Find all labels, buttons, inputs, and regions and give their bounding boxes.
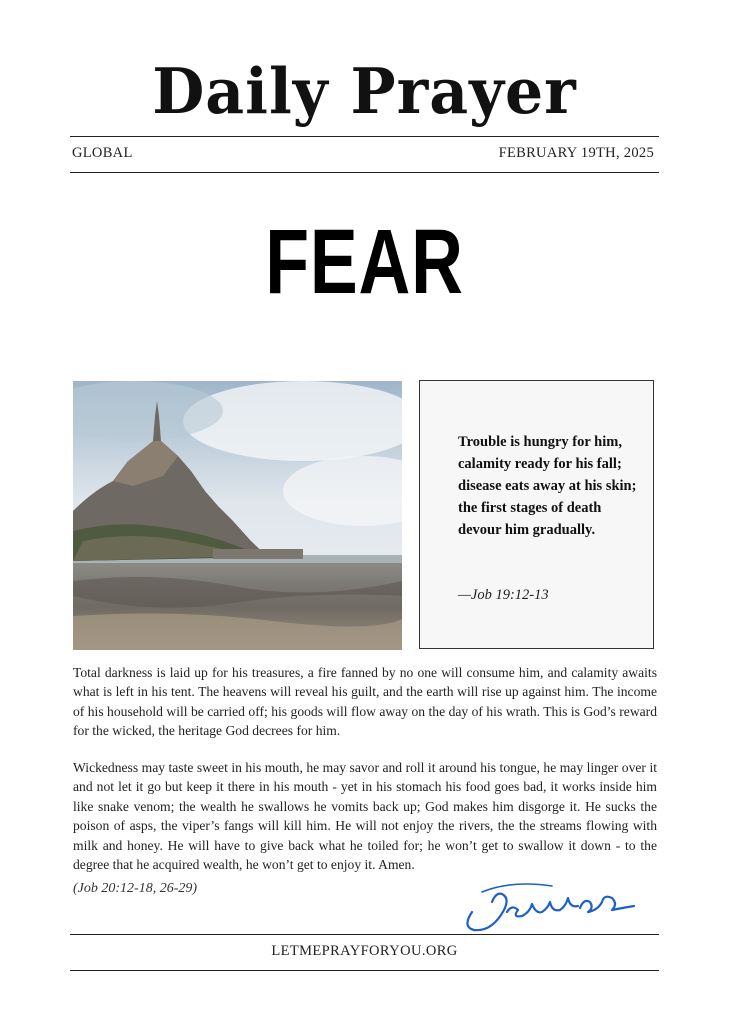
region-label: GLOBAL xyxy=(72,145,133,161)
castle-on-island-photo xyxy=(73,381,402,650)
footer-top-rule xyxy=(70,934,659,935)
top-rule xyxy=(70,136,659,137)
quote-box xyxy=(419,380,654,649)
date-label: FEBRUARY 19TH, 2025 xyxy=(498,145,654,161)
quote-citation: —Job 19:12-13 xyxy=(458,587,549,603)
body-paragraph-1: Total darkness is laid up for his treasures, a fire fanned by no one will consume him, and calamity awaits what is left in his tent. The heavens will reveal his guilt, and the earth will rise up against him. The income of his household will be carried off; his goods will flow away on the day of his wrath. This is God’s reward for the wicked, the heritage God decrees for him. xyxy=(73,665,657,739)
quote-text: Trouble is hungry for him, calamity ready for his fall; disease eats away at his skin; the first stages of death devour him gradually. xyxy=(458,434,637,538)
signature xyxy=(452,872,642,942)
headline: FEAR xyxy=(265,211,464,313)
meta-bottom-rule xyxy=(70,172,659,173)
body-paragraph-2: Wickedness may taste sweet in his mouth, he may savor and roll it around his tongue, he may linger over it and not let it go but keep it there in his mouth - yet in his stomach his food goes bad, it works inside him like snake venom; the wealth he swallows he vomits back up; God makes him disgorge it. He sucks the poison of asps, the viper’s fangs will kill him. He will not enjoy the rivers, the the streams flowing with milk and honey. He will have to give back what he toiled for; he won’t get to swallow it down - to the degree that he acquired wealth, he won’t get to enjoy it. Amen. xyxy=(73,760,657,873)
scripture-reference: (Job 20:12-18, 26-29) xyxy=(73,881,198,896)
footer-bottom-rule xyxy=(70,970,659,971)
footer-url: LETMEPRAYFORYOU.ORG xyxy=(271,943,458,959)
masthead-title: Daily Prayer xyxy=(152,55,577,129)
